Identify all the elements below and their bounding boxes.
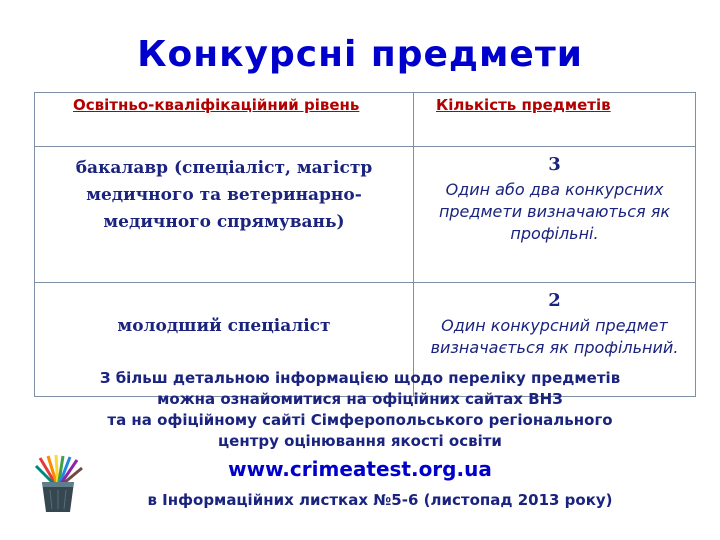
info-line: в Інформаційних листках №5-6 (листопад 2013 року) (147, 491, 613, 509)
subject-count: 3 (548, 154, 561, 175)
info-line: та на офіційному сайті Сімферопольського регіонального (107, 411, 613, 429)
level-cell (35, 147, 414, 283)
subject-count: 2 (548, 290, 561, 311)
table-row (35, 147, 696, 283)
header-cell-count (414, 93, 696, 147)
header-count-label: Кількість предметів (436, 96, 611, 114)
subject-note: Один конкурсний предмет визначається як профільний. (430, 316, 679, 357)
info-line: можна ознайомитися на офіційних сайтах ВНЗ (157, 390, 563, 408)
header-level-label: Освітньо-кваліфікаційний рівень (73, 96, 360, 114)
table-header-row (35, 93, 696, 147)
subjects-table (34, 92, 696, 397)
info-block (0, 368, 720, 511)
count-cell (414, 147, 696, 283)
info-line: центру оцінювання якості освіти (218, 432, 502, 450)
header-cell-level (35, 93, 414, 147)
website-link[interactable]: www.crimeatest.org.ua (228, 457, 492, 481)
page-title: Конкурсні предмети (137, 34, 583, 75)
level-text: молодший спеціаліст (117, 316, 331, 336)
level-text: бакалавр (спеціаліст, магістр медичного та ветеринарно-медичного спрямувань) (75, 158, 373, 232)
pencil-cup-icon (30, 454, 86, 514)
subject-note: Один або два конкурсних предмети визначаються як профільні. (438, 180, 671, 243)
info-line: З більш детальною інформацією щодо переліку предметів (99, 369, 621, 387)
